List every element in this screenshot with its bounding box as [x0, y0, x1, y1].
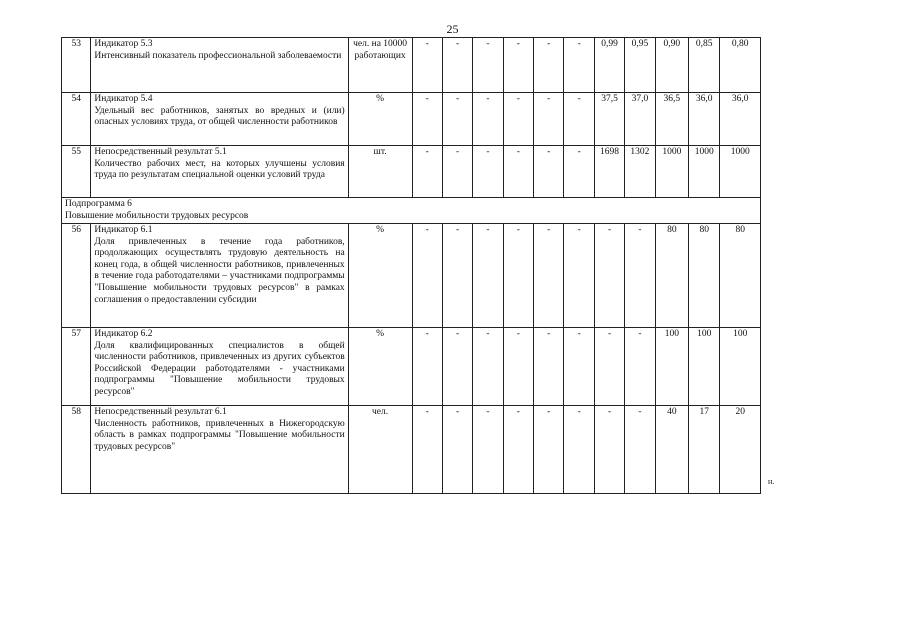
indicator-title: Индикатор 5.3 [94, 39, 153, 49]
value-cell: - [503, 146, 533, 198]
indicator-description: Удельный вес работников, занятых во вредных и (или) опасных условиях труда, от общей численности работников [94, 105, 345, 128]
indicator-cell [91, 406, 348, 494]
value-cell: - [564, 406, 594, 494]
value-cell: - [503, 328, 533, 406]
indicator-title: Индикатор 6.2 [94, 329, 153, 340]
page-number: 25 [446, 22, 459, 36]
value-cell: 100 [655, 328, 688, 406]
value-cell: 36,0 [689, 93, 720, 146]
table-row [62, 146, 761, 198]
unit-cell: чел. [348, 406, 412, 494]
value-cell: - [594, 328, 624, 406]
value-cell: 36,5 [655, 93, 688, 146]
value-cell: 1000 [689, 146, 720, 198]
table-row [62, 328, 761, 406]
indicators-table [61, 37, 761, 494]
unit-cell: % [348, 224, 412, 328]
value-cell: 1698 [594, 146, 624, 198]
indicator-title: Индикатор 6.1 [94, 225, 153, 236]
subprogram-cell [62, 198, 761, 224]
value-cell: - [564, 146, 594, 198]
row-number: 55 [62, 146, 91, 198]
value-cell: - [473, 146, 503, 198]
value-cell: - [442, 224, 472, 328]
value-cell: - [534, 224, 564, 328]
unit-cell: % [348, 328, 412, 406]
value-cell: - [442, 38, 472, 93]
table-row [62, 38, 761, 93]
indicator-cell [91, 328, 348, 406]
value-cell: - [473, 406, 503, 494]
table-row [62, 93, 761, 146]
indicator-description: Доля привлеченных в течение года работников, продолжающих осуществлять трудовую деятельность на конец года, в общей численности работников, привлеченных в течение года работодателями – участниками подпрограммы "Повышение мобильности трудовых ресурсов" в рамках соглашения о предоставлении субсидии [94, 236, 345, 305]
value-cell: - [564, 328, 594, 406]
value-cell: - [564, 224, 594, 328]
subprogram-label: Подпрограмма 6 [65, 199, 132, 209]
unit-cell: шт. [348, 146, 412, 198]
indicator-cell [91, 38, 348, 93]
indicator-title: Непосредственный результат 5.1 [94, 147, 227, 157]
value-cell: 37,5 [594, 93, 624, 146]
indicator-cell [91, 224, 348, 328]
value-cell: - [442, 146, 472, 198]
value-cell: - [503, 406, 533, 494]
value-cell: - [594, 406, 624, 494]
table-body [62, 38, 761, 494]
value-cell: 80 [720, 224, 761, 328]
value-cell: - [625, 328, 655, 406]
value-cell: - [564, 93, 594, 146]
value-cell: 0,80 [720, 38, 761, 93]
unit-cell: чел. на 10000 работающих [348, 38, 412, 93]
row-number: 57 [62, 328, 91, 406]
value-cell: - [625, 224, 655, 328]
row-number: 56 [62, 224, 91, 328]
value-cell: 100 [720, 328, 761, 406]
value-cell: - [412, 328, 442, 406]
value-cell: - [503, 93, 533, 146]
value-cell: 17 [689, 406, 720, 494]
value-cell: 0,99 [594, 38, 624, 93]
value-cell: 1000 [655, 146, 688, 198]
indicator-description: Доля квалифицированных специалистов в общей численности работников, привлеченных из других субъектов Российской Федерации работодателями - участниками подпрограммы "Повышение мобильности трудовых ресурсов" [94, 340, 345, 398]
value-cell: 37,0 [625, 93, 655, 146]
indicator-title: Индикатор 5.4 [94, 94, 153, 104]
indicator-description: Численность работников, привлеченных в Нижегородскую область в рамках подпрограммы "Повышение мобильности трудовых ресурсов" [94, 418, 345, 452]
value-cell: - [534, 146, 564, 198]
indicator-description: Интенсивный показатель профессиональной заболеваемости [94, 50, 342, 61]
value-cell: - [473, 224, 503, 328]
value-cell: - [534, 406, 564, 494]
value-cell: - [473, 328, 503, 406]
value-cell: 0,95 [625, 38, 655, 93]
subprogram-title: Повышение мобильности трудовых ресурсов [65, 210, 249, 221]
value-cell: 0,85 [689, 38, 720, 93]
indicator-title: Непосредственный результат 6.1 [94, 407, 227, 418]
table-row [62, 224, 761, 328]
subprogram-row [62, 198, 761, 224]
value-cell: - [594, 224, 624, 328]
value-cell: - [412, 224, 442, 328]
value-cell: 1000 [720, 146, 761, 198]
row-number: 53 [62, 38, 91, 93]
value-cell: - [412, 406, 442, 494]
value-cell: 20 [720, 406, 761, 494]
value-cell: - [473, 38, 503, 93]
row-number: 58 [62, 406, 91, 494]
value-cell: - [442, 406, 472, 494]
side-mark: н. [768, 477, 775, 486]
value-cell: 80 [655, 224, 688, 328]
value-cell: 0,90 [655, 38, 688, 93]
value-cell: 1302 [625, 146, 655, 198]
value-cell: - [503, 224, 533, 328]
indicator-cell [91, 93, 348, 146]
value-cell: - [564, 38, 594, 93]
table-row [62, 406, 761, 494]
indicator-description: Количество рабочих мест, на которых улучшены условия труда по результатам специальной оценки условий труда [94, 158, 345, 181]
value-cell: - [473, 93, 503, 146]
value-cell: - [412, 146, 442, 198]
value-cell: - [412, 93, 442, 146]
value-cell: 100 [689, 328, 720, 406]
value-cell: - [534, 328, 564, 406]
value-cell: - [412, 38, 442, 93]
row-number: 54 [62, 93, 91, 146]
value-cell: - [442, 93, 472, 146]
indicator-cell [91, 146, 348, 198]
value-cell: 80 [689, 224, 720, 328]
value-cell: - [442, 328, 472, 406]
value-cell: - [503, 38, 533, 93]
value-cell: 40 [655, 406, 688, 494]
value-cell: 36,0 [720, 93, 761, 146]
value-cell: - [625, 406, 655, 494]
value-cell: - [534, 93, 564, 146]
unit-cell: % [348, 93, 412, 146]
value-cell: - [534, 38, 564, 93]
